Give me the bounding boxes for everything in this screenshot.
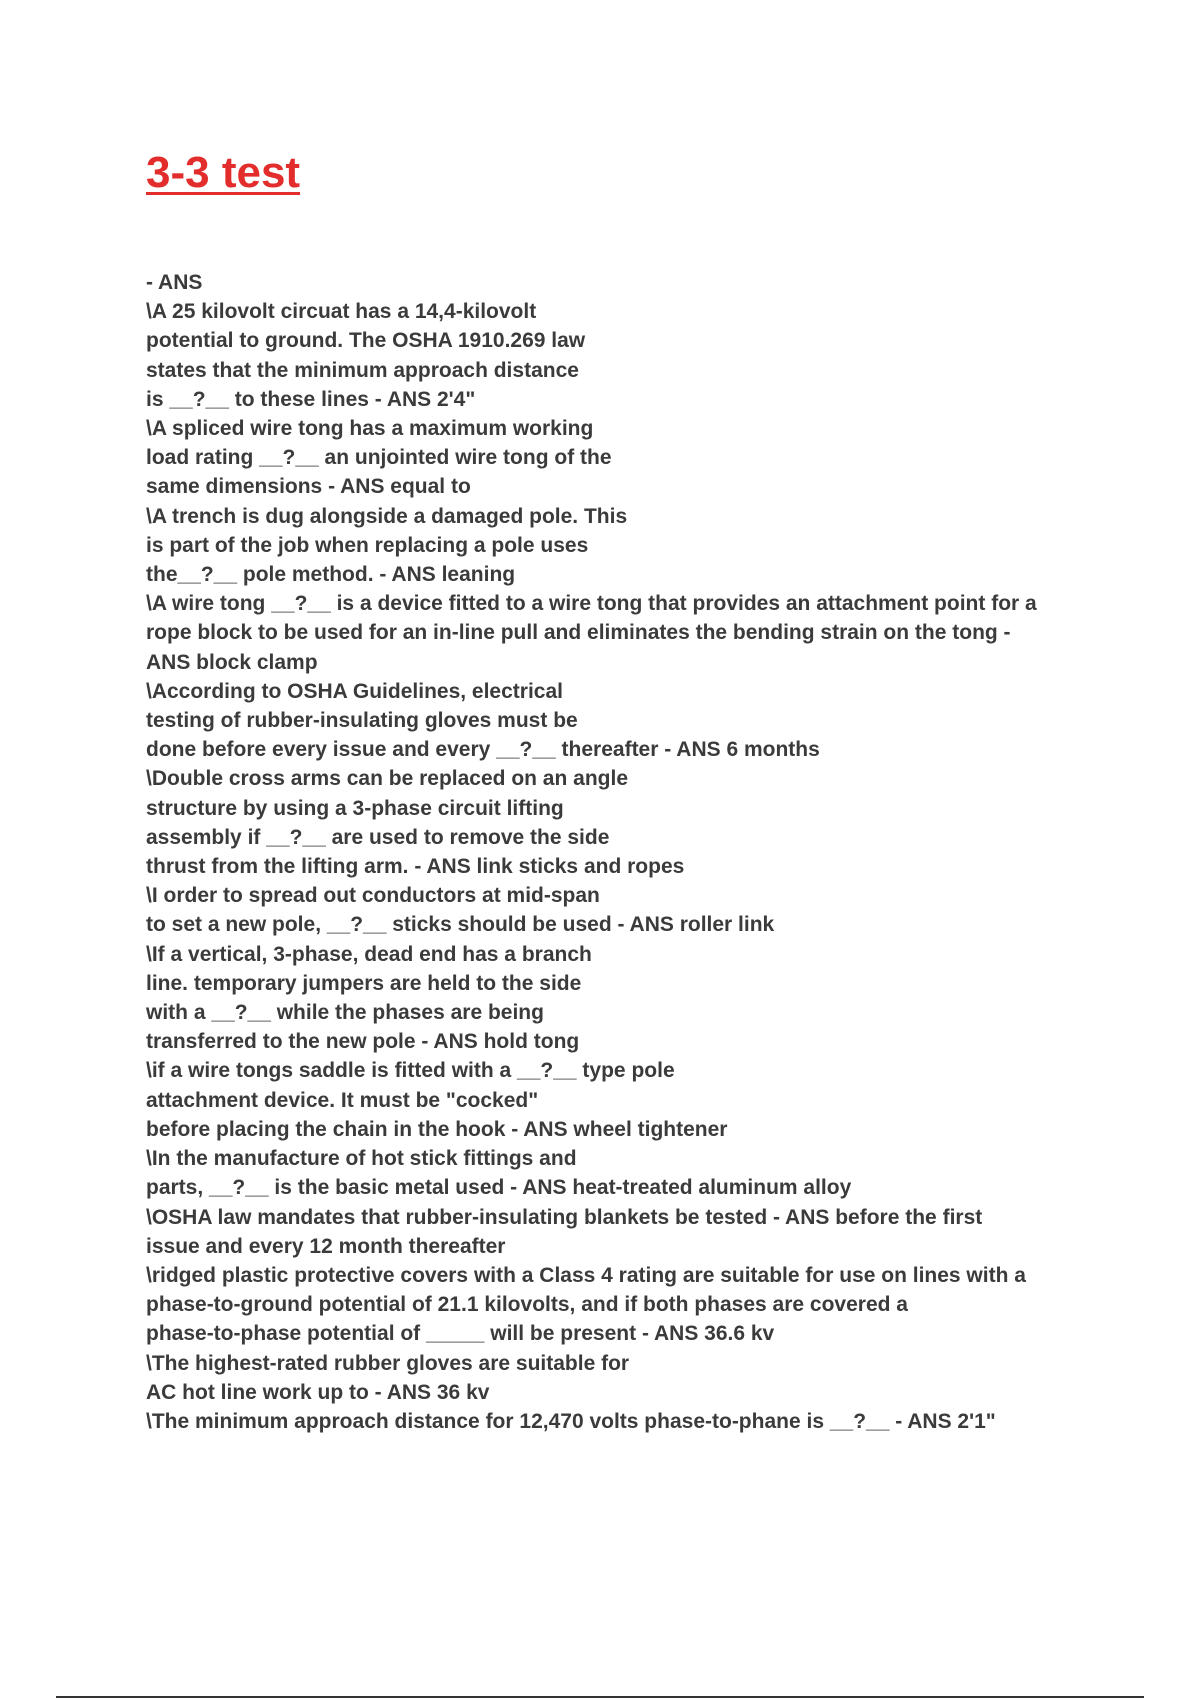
text-line: with a __?__ while the phases are being (146, 1001, 544, 1025)
text-line: phase-to-ground potential of 21.1 kilovolts, and if both phases are covered a (146, 1293, 908, 1317)
text-line: \In the manufacture of hot stick fittings and (146, 1147, 577, 1171)
text-line: AC hot line work up to - ANS 36 kv (146, 1380, 490, 1404)
text-line: \ridged plastic protective covers with a Class 4 rating are suitable for use on lines with a (146, 1263, 1026, 1287)
text-line: - ANS (146, 271, 203, 294)
text-line: structure by using a 3-phase circuit lifting (146, 796, 564, 820)
text-line: \Double cross arms can be replaced on an angle (146, 767, 628, 791)
text-line: done before every issue and every __?__ thereafter - ANS 6 months (146, 738, 820, 762)
text-line: phase-to-phase potential of _____ will be present - ANS 36.6 kv (146, 1322, 775, 1346)
text-line: \If a vertical, 3-phase, dead end has a branch (146, 942, 592, 966)
text-line: same dimensions - ANS equal to (146, 475, 471, 499)
text-line: \The minimum approach distance for 12,470 volts phase-to-phane is __?__ - ANS 2'1" (146, 1409, 996, 1433)
text-line: \The highest-rated rubber gloves are suitable for (146, 1351, 630, 1375)
text-line: ANS block clamp (146, 650, 318, 674)
text-line: \A 25 kilovolt circuat has a 14,4-kilovolt (146, 300, 537, 324)
text-line: is __?__ to these lines - ANS 2'4" (146, 387, 476, 411)
text-line: \A wire tong __?__ is a device fitted to a wire tong that provides an attachment point for a (146, 592, 1037, 616)
text-line: parts, __?__ is the basic metal used - ANS heat-treated aluminum alloy (146, 1176, 852, 1200)
text-line: potential to ground. The OSHA 1910.269 law (146, 329, 586, 353)
text-line: rope block to be used for an in-line pull and eliminates the bending strain on the tong - (146, 621, 1011, 645)
text-line: states that the minimum approach distance (146, 358, 579, 382)
text-line: transferred to the new pole - ANS hold tong (146, 1030, 580, 1054)
text-line: thrust from the lifting arm. - ANS link sticks and ropes (146, 855, 685, 879)
text-line: \I order to spread out conductors at mid-span (146, 884, 600, 908)
document-body (146, 268, 1106, 1436)
page-bottom-rule (56, 1696, 1144, 1698)
text-line: attachment device. It must be "cocked" (146, 1088, 539, 1112)
text-line: \OSHA law mandates that rubber-insulating blankets be tested - ANS before the first (146, 1205, 983, 1229)
text-line: \if a wire tongs saddle is fitted with a __?__ type pole (146, 1059, 675, 1083)
text-line: line. temporary jumpers are held to the side (146, 971, 582, 995)
document-title: 3-3 test (146, 148, 301, 197)
text-line: to set a new pole, __?__ sticks should be used - ANS roller link (146, 913, 775, 937)
text-line: the__?__ pole method. - ANS leaning (146, 563, 516, 587)
text-line: load rating __?__ an unjointed wire tong of the (146, 446, 612, 470)
text-line: testing of rubber-insulating gloves must be (146, 709, 578, 733)
text-line: before placing the chain in the hook - ANS wheel tightener (146, 1117, 728, 1141)
text-line: assembly if __?__ are used to remove the side (146, 825, 610, 849)
text-line: \A spliced wire tong has a maximum working (146, 417, 594, 441)
text-line: is part of the job when replacing a pole uses (146, 533, 589, 557)
text-line: \According to OSHA Guidelines, electrical (146, 679, 563, 703)
text-line: \A trench is dug alongside a damaged pole. This (146, 504, 628, 528)
text-line: issue and every 12 month thereafter (146, 1234, 506, 1258)
